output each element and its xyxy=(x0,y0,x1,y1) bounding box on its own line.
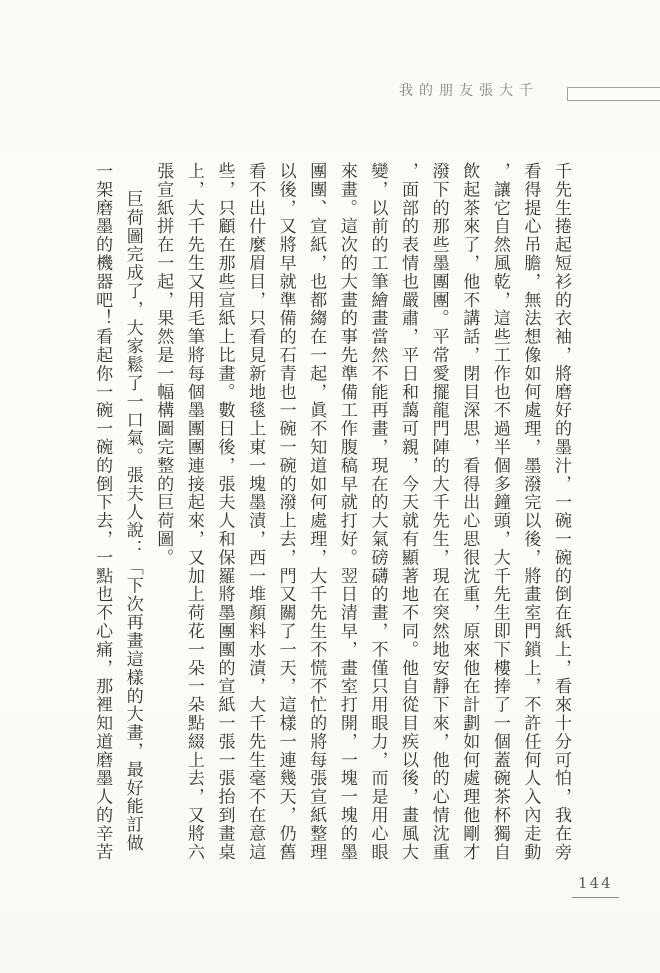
text-column: 來畫。這次的大畫的事先準備工作腹稿早就打好。翌日清早，畫室打開，一塊一塊的墨 xyxy=(336,162,357,862)
text-column: 以後，又將早就準備的石青也一碗一碗的潑上去，門又關了一天，這樣一連幾天，仍舊 xyxy=(275,162,296,862)
text-column: ，面部的表情也嚴肅，平日和藹可親，今天就有顯著地不同。他自從目疾以後，畫風大 xyxy=(398,162,419,862)
text-column: 千先生捲起短衫的衣袖，將磨好的墨汁，一碗一碗的倒在紙上，看來十分可怕，我在旁 xyxy=(551,162,571,862)
text-column: 些，只顧在那些宣紙上比畫。數日後，張夫人和保羅將墨團團的宣紙一張一張抬到畫桌 xyxy=(214,162,235,862)
text-column: 看不出什麼眉目，只看見新地毯上東一塊墨漬，西一堆顏料水漬，大千先生毫不在意這 xyxy=(245,162,266,862)
text-column: 一架磨墨的機器吧！看起你一碗一碗的倒下去，一點也不心痛，那裡知道磨墨人的辛苦 xyxy=(92,162,113,862)
vertical-text-block xyxy=(86,162,576,866)
text-column: 上，大千先生又用毛筆將每個墨團團連接起來，又加上荷花一朵一朵點綴上去，又將六 xyxy=(183,162,204,862)
page-number: 144 xyxy=(572,874,619,898)
running-head-rule-box xyxy=(567,87,660,101)
text-column: 團團、宣紙，也都縐在一起，眞不知道如何處理，大千先生不慌不忙的將每張宣紙整理 xyxy=(306,162,327,862)
text-column: 看得提心吊膽，無法想像如何處理，墨潑完以後，將畫室門鎖上，不許任何人入內走動 xyxy=(520,162,541,862)
text-column: 飲起茶來了，他不講話，閉目深思，看得出心思很沈重，原來他在計劃如何處理他剛才 xyxy=(459,162,480,862)
text-column: 張宣紙拼在一起，果然是一幅構圖完整的巨荷圖。 xyxy=(153,162,174,567)
text-column: 潑下的那些墨團團。平常愛擺龍門陣的大千先生，現在突然地安靜下來，他的心情沈重 xyxy=(428,162,449,862)
text-column: 變，以前的工筆繪畫當然不能再畫，現在的大氣磅礴的畫，不僅只用眼力，而是用心眼 xyxy=(367,162,388,862)
running-head xyxy=(0,78,660,104)
text-column: ，讓它自然風乾，這些工作也不過半個多鐘頭，大千先生即下樓捧了一個蓋碗茶杯獨自 xyxy=(489,162,510,862)
running-head-title: 我的朋友張大千 xyxy=(399,83,539,99)
text-column-paragraph-start: 巨荷圖完成了，大家鬆了一口氣。張夫人說：「下次再畫這樣的大畫，最好能訂做 xyxy=(122,190,143,853)
